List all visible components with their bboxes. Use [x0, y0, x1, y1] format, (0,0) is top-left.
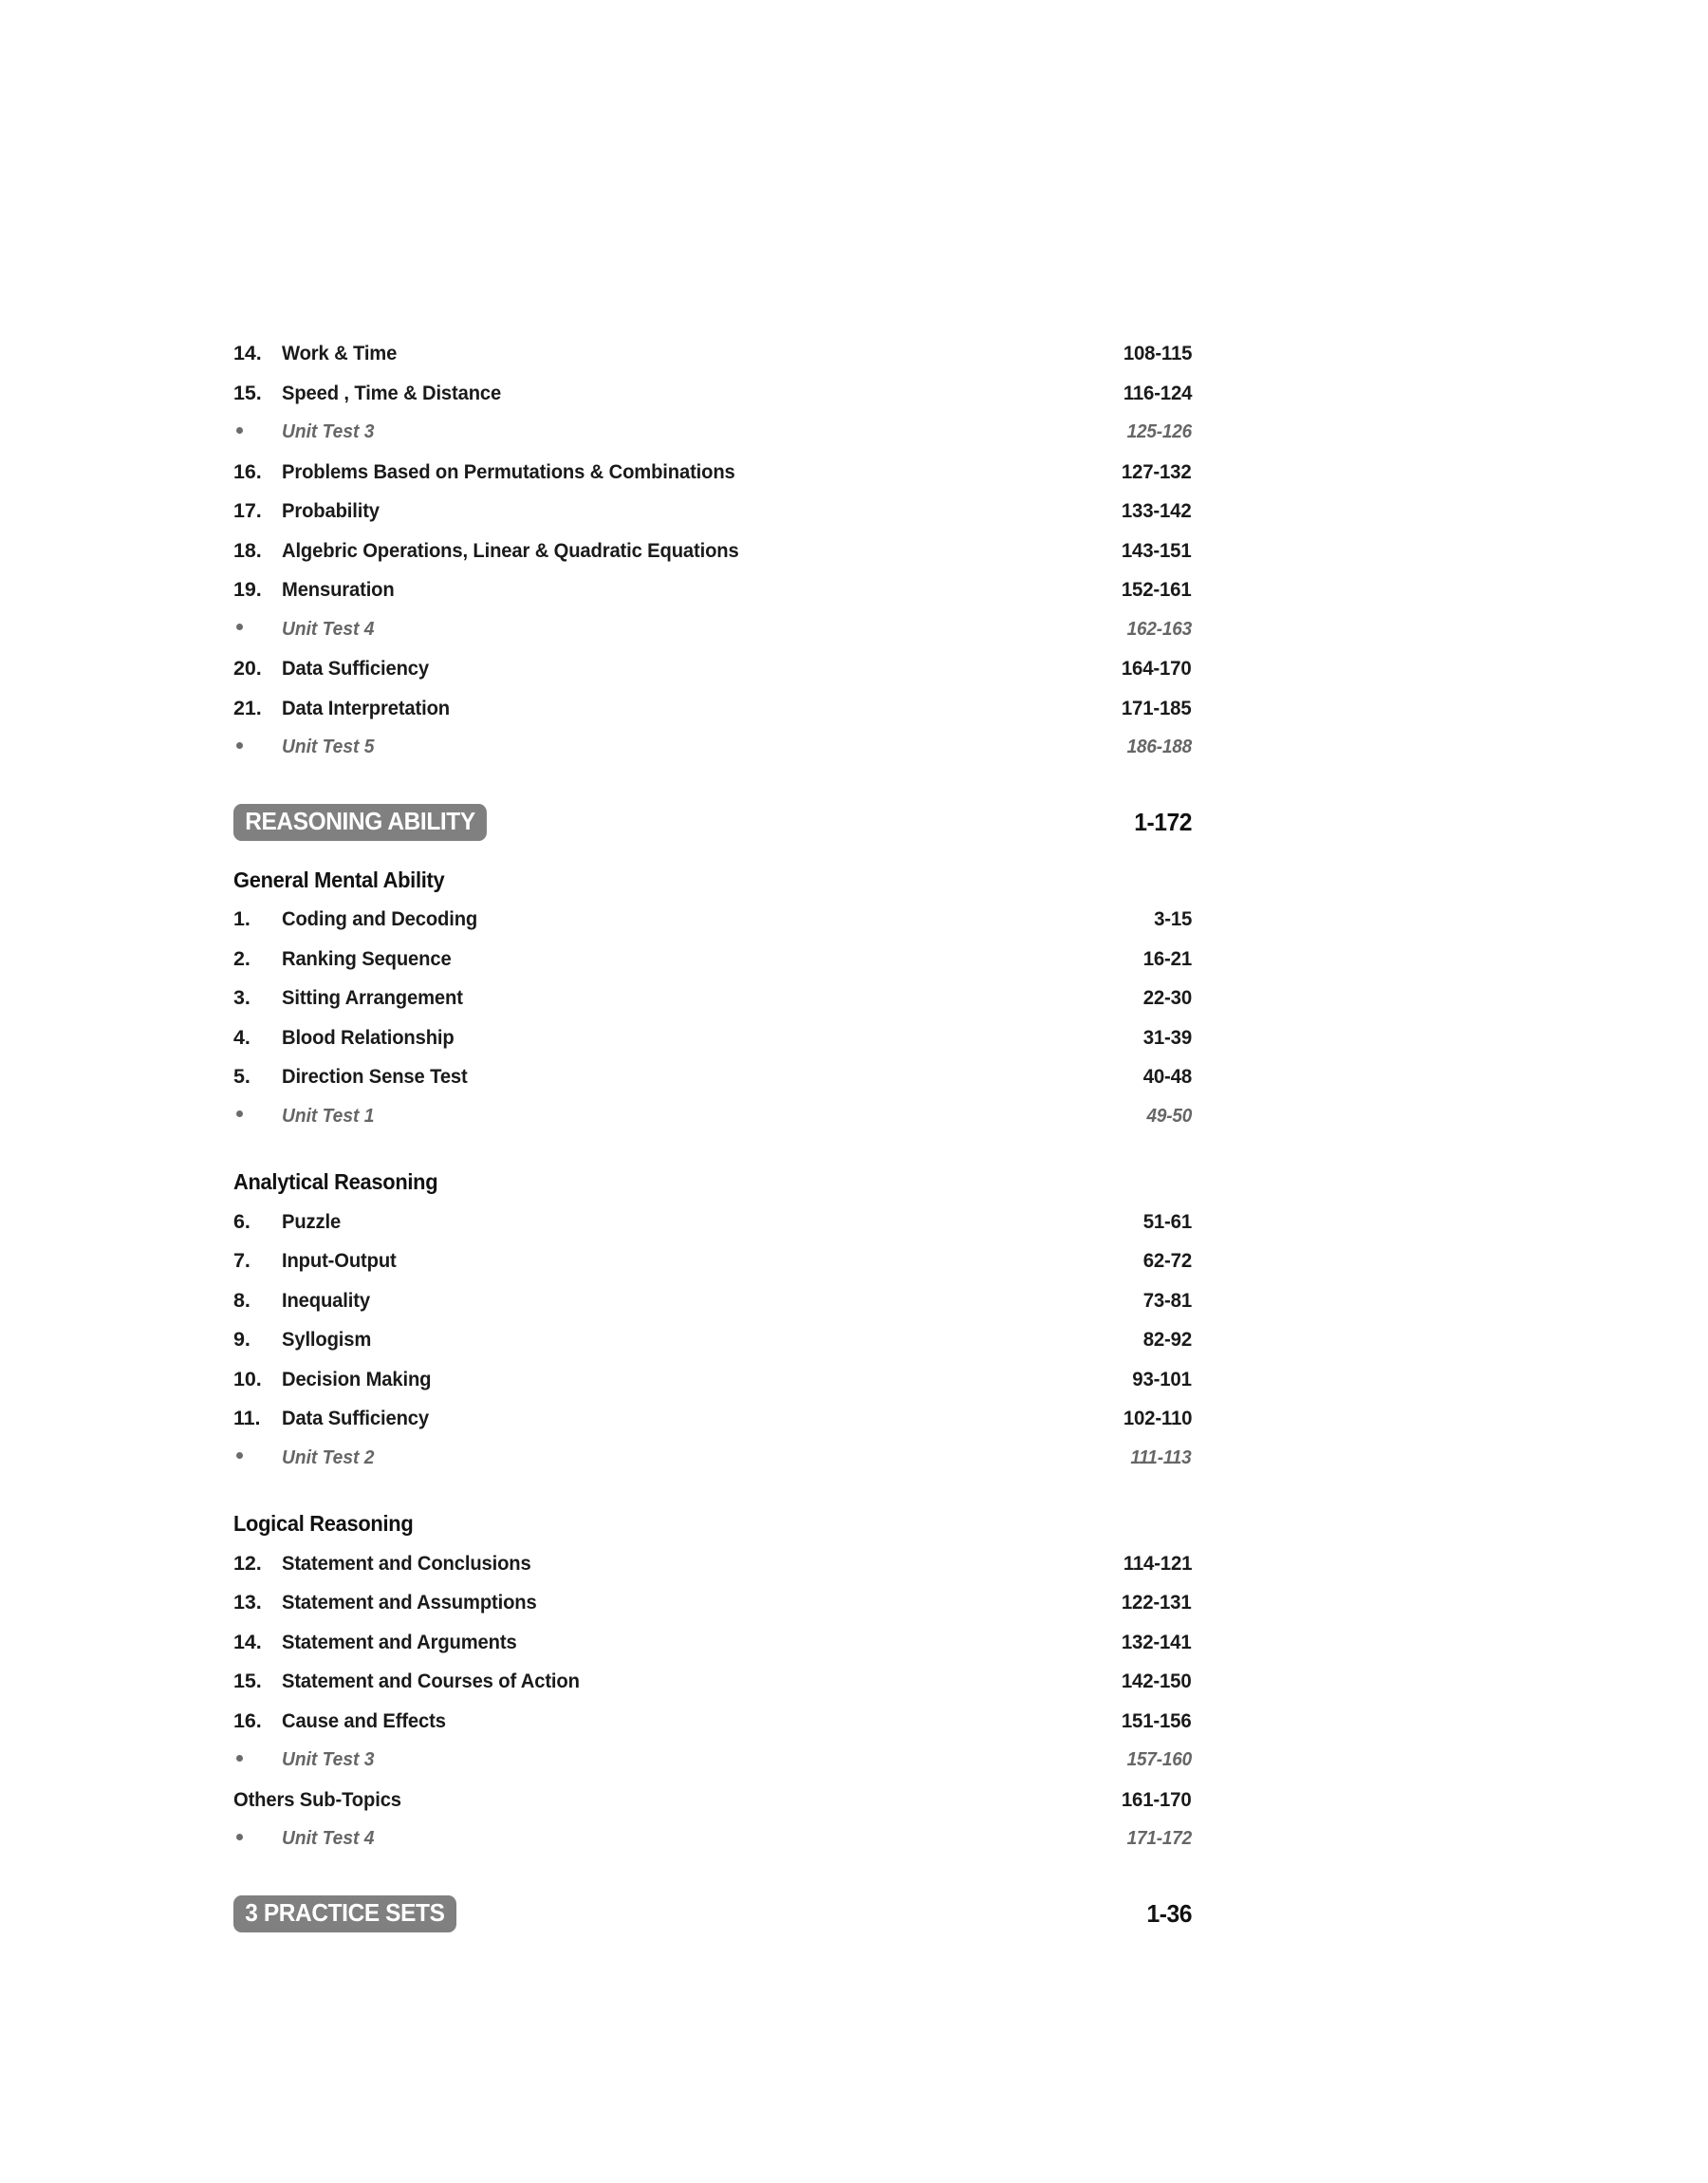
entry-page-range: 62-72: [1142, 1249, 1192, 1272]
section-banner-label[interactable]: 3 PRACTICE SETS: [233, 1895, 456, 1932]
entry-title: Sitting Arrangement: [282, 986, 463, 1009]
section-banner-label[interactable]: REASONING ABILITY: [233, 804, 487, 841]
bullet-dot-icon: [236, 1755, 243, 1762]
bullet-dot-icon: [236, 1452, 243, 1459]
entry-page-range: 108-115: [1123, 342, 1192, 364]
entry-number: 17.: [233, 499, 262, 522]
entry-title: Coding and Decoding: [282, 907, 478, 930]
entry-title: Data Sufficiency: [282, 657, 429, 680]
entry-title: Statement and Assumptions: [282, 1591, 537, 1614]
entry-page-range: 152-161: [1122, 578, 1192, 601]
entry-title: Unit Test 3: [282, 421, 375, 442]
entry-title: Statement and Arguments: [282, 1630, 517, 1653]
toc-entry-row[interactable]: [233, 570, 1192, 610]
entry-number: 21.: [233, 696, 262, 719]
entry-page-range: 125-126: [1126, 421, 1192, 442]
section-banner-row[interactable]: [233, 1888, 1192, 1941]
entry-title: Speed , Time & Distance: [282, 381, 502, 404]
entry-page-range: 40-48: [1142, 1065, 1192, 1088]
entry-title: Unit Test 5: [282, 737, 375, 757]
bullet-icon: [233, 1741, 282, 1781]
entry-number: 1.: [233, 907, 251, 930]
entry-number: 9.: [233, 1328, 251, 1351]
entry-number: 12.: [233, 1551, 262, 1575]
entry-page-range: 142-150: [1122, 1670, 1192, 1692]
entry-number: 16.: [233, 459, 262, 483]
entry-title: Data Interpretation: [282, 696, 450, 719]
toc-entry-row[interactable]: [233, 649, 1192, 689]
bullet-dot-icon: [236, 742, 243, 749]
entry-page-range: 164-170: [1122, 657, 1192, 680]
entry-number: 6.: [233, 1209, 251, 1233]
entry-page-range: 133-142: [1122, 499, 1192, 522]
entry-number: 15.: [233, 1670, 262, 1692]
bullet-icon: [233, 1097, 282, 1137]
entry-title: Direction Sense Test: [282, 1065, 468, 1088]
entry-page-range: 73-81: [1142, 1288, 1192, 1312]
entry-page-range: 93-101: [1132, 1367, 1192, 1390]
table-of-contents: [233, 334, 1192, 1952]
toc-entry-row[interactable]: [233, 1057, 1192, 1097]
entry-number: 16.: [233, 1708, 262, 1732]
toc-entry-row[interactable]: [233, 1241, 1192, 1281]
bullet-icon: [233, 1439, 282, 1479]
entry-title: Others Sub-Topics: [233, 1787, 401, 1811]
entry-page-range: 114-121: [1123, 1551, 1192, 1575]
entry-title: Problems Based on Permutations & Combinations: [282, 459, 735, 483]
toc-entry-row[interactable]: [233, 1018, 1192, 1058]
toc-subsection: [233, 1163, 1192, 1478]
toc-entry-row[interactable]: [233, 1320, 1192, 1360]
entry-title: Inequality: [282, 1288, 370, 1312]
entry-number: 13.: [233, 1591, 262, 1614]
unit-test-row[interactable]: [233, 413, 1192, 453]
entry-page-range: 116-124: [1123, 381, 1192, 404]
bullet-dot-icon: [236, 427, 243, 434]
entry-page-range: 143-151: [1122, 538, 1192, 562]
toc-entry-row[interactable]: [233, 374, 1192, 414]
unit-test-row[interactable]: [233, 728, 1192, 768]
toc-entry-row[interactable]: [233, 532, 1192, 571]
section-page-range: 1-172: [1134, 808, 1192, 836]
entry-title: Blood Relationship: [282, 1025, 455, 1049]
entry-title: Ranking Sequence: [282, 946, 452, 970]
toc-entry-row[interactable]: [233, 979, 1192, 1018]
toc-entry-row[interactable]: [233, 1702, 1192, 1742]
entry-title: Unit Test 4: [282, 1828, 375, 1849]
entry-page-range: 132-141: [1122, 1630, 1192, 1653]
entry-page-range: 31-39: [1142, 1025, 1192, 1049]
entry-title: Algebric Operations, Linear & Quadratic Equations: [282, 538, 739, 562]
bullet-icon: [233, 728, 282, 768]
entry-page-range: 127-132: [1122, 459, 1192, 483]
entry-page-range: 3-15: [1153, 907, 1192, 930]
entry-number: 14.: [233, 1630, 262, 1653]
toc-entry-row[interactable]: [233, 1544, 1192, 1584]
toc-entry-row[interactable]: [233, 1360, 1192, 1400]
entry-title: Cause and Effects: [282, 1708, 446, 1732]
bullet-icon: [233, 1819, 282, 1859]
bullet-dot-icon: [236, 1110, 243, 1117]
entry-page-range: 16-21: [1142, 946, 1192, 970]
section-page-range: 1-36: [1146, 1899, 1192, 1928]
subsection-heading: Analytical Reasoning: [233, 1169, 438, 1194]
entry-number: 5.: [233, 1065, 251, 1088]
entry-title: Unit Test 1: [282, 1105, 375, 1127]
entry-page-range: 122-131: [1122, 1591, 1192, 1614]
entry-title: Data Sufficiency: [282, 1407, 429, 1429]
entry-number: 11.: [233, 1407, 261, 1429]
entry-number: 10.: [233, 1367, 262, 1390]
toc-entry-group: [233, 334, 1192, 768]
toc-entry-row[interactable]: [233, 492, 1192, 532]
entry-page-range: 151-156: [1122, 1708, 1192, 1732]
entry-page-range: 82-92: [1142, 1328, 1192, 1351]
entry-title: Statement and Conclusions: [282, 1551, 531, 1575]
entry-page-range: 157-160: [1126, 1749, 1192, 1770]
unit-test-row[interactable]: [233, 1741, 1192, 1781]
entry-number: 3.: [233, 986, 251, 1009]
toc-entry-row[interactable]: [233, 940, 1192, 980]
bullet-icon: [233, 413, 282, 453]
entry-number: 20.: [233, 657, 262, 680]
toc-entry-row[interactable]: [233, 1623, 1192, 1663]
entry-title: Syllogism: [282, 1328, 372, 1351]
toc-entry-row[interactable]: [233, 1399, 1192, 1439]
entry-title: Decision Making: [282, 1367, 432, 1390]
toc-subsection: [233, 861, 1192, 1137]
entry-number: 15.: [233, 381, 262, 404]
entry-title: Work & Time: [282, 342, 398, 364]
entry-number: 8.: [233, 1288, 251, 1312]
toc-entry-row[interactable]: [233, 1662, 1192, 1702]
entry-number: 4.: [233, 1025, 251, 1049]
toc-entry-row[interactable]: [233, 453, 1192, 493]
entry-page-range: 161-170: [1122, 1787, 1192, 1811]
entry-number: 2.: [233, 946, 251, 970]
entry-title: Unit Test 2: [282, 1446, 375, 1468]
unit-test-row[interactable]: [233, 610, 1192, 650]
entry-page-range: 102-110: [1123, 1407, 1192, 1429]
toc-entry-row[interactable]: [233, 900, 1192, 940]
entry-title: Unit Test 3: [282, 1749, 375, 1770]
entry-number: 19.: [233, 578, 262, 601]
entry-page-range: 49-50: [1146, 1105, 1192, 1127]
toc-subsection: [233, 1504, 1192, 1859]
section-banner-row[interactable]: [233, 796, 1192, 849]
toc-entry-row[interactable]: [233, 334, 1192, 374]
subsection-heading: General Mental Ability: [233, 867, 445, 892]
entry-page-range: 171-185: [1122, 696, 1192, 719]
bullet-dot-icon: [236, 624, 243, 630]
unit-test-row[interactable]: [233, 1439, 1192, 1479]
entry-page-range: 51-61: [1142, 1209, 1192, 1233]
entry-number: 7.: [233, 1249, 251, 1272]
unit-test-row[interactable]: [233, 1097, 1192, 1137]
unit-test-row[interactable]: [233, 1819, 1192, 1859]
toc-entry-row[interactable]: [233, 1281, 1192, 1321]
entry-page-range: 111-113: [1130, 1446, 1192, 1468]
subsection-heading: Logical Reasoning: [233, 1511, 414, 1536]
entry-page-range: 171-172: [1126, 1828, 1192, 1849]
entry-title: Mensuration: [282, 578, 395, 601]
entry-number: 18.: [233, 538, 262, 562]
entry-title: Statement and Courses of Action: [282, 1670, 580, 1692]
toc-entry-row[interactable]: [233, 1781, 1192, 1820]
entry-page-range: 162-163: [1126, 618, 1192, 640]
toc-entry-row[interactable]: [233, 1203, 1192, 1242]
entry-title: Input-Output: [282, 1249, 397, 1272]
entry-page-range: 22-30: [1142, 986, 1192, 1009]
entry-number: 14.: [233, 342, 262, 364]
bullet-icon: [233, 610, 282, 650]
toc-entry-row[interactable]: [233, 1583, 1192, 1623]
bullet-dot-icon: [236, 1834, 243, 1840]
entry-title: Puzzle: [282, 1209, 342, 1233]
toc-entry-row[interactable]: [233, 689, 1192, 729]
entry-page-range: 186-188: [1126, 737, 1192, 757]
entry-title: Unit Test 4: [282, 618, 375, 640]
entry-title: Probability: [282, 499, 380, 522]
